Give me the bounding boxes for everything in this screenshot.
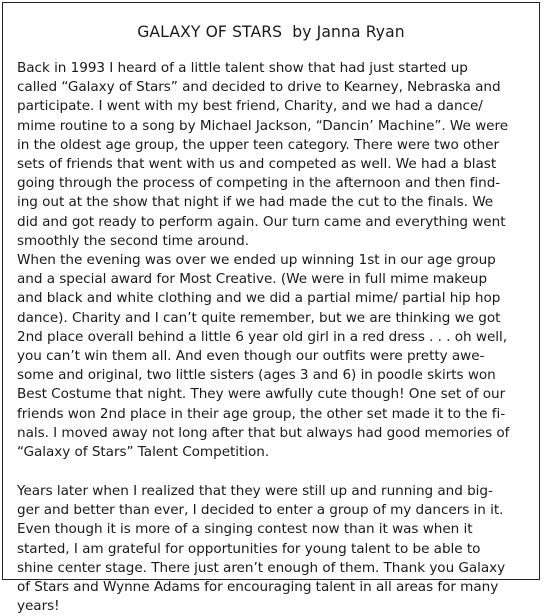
text-line: ger and better than ever, I decided to enter a group of my dancers in it. [17,502,504,519]
text-line: smoothly the second time around. [17,232,250,249]
text-line: in the oldest age group, the upper teen category. There were two other [17,136,499,153]
text-line: Best Costume that night. They were awfully cute though! One set of our [17,386,506,403]
text-line: called “Galaxy of Stars” and decided to drive to Kearney, Nebraska and [17,79,501,96]
text-line: of Stars and Wynne Adams for encouraging talent in all areas for many [17,579,499,596]
text-line: 2nd place overall behind a little 6 year old girl in a red dress . . . oh well, [17,328,507,345]
text-line: friends won 2nd place in their age group, the other set made it to the fi- [17,405,506,422]
text-line: some and original, two little sisters (ages 3 and 6) in poodle skirts won [17,367,496,384]
text-line: Back in 1993 I heard of a little talent show that had just started up [17,60,468,76]
text-line: shine center stage. There just aren’t enough of them. Thank you Galaxy [17,559,506,576]
article-frame [2,2,540,615]
text-line: “Galaxy of Stars” Talent Competition. [17,444,270,461]
article-title: GALAXY OF STARS by Janna Ryan [137,23,405,41]
text-line: going through the process of competing in the afternoon and then find- [17,175,501,192]
text-line: nals. I moved away not long after that but always had good memories of [17,424,510,441]
text-line: and a special award for Most Creative. (We were in full mime makeup [17,271,488,288]
text-line: Even though it is more of a singing contest now than it was when it [17,521,473,538]
text-line: did and got ready to perform again. Our turn came and everything went [17,213,506,230]
paragraph-1 [17,59,533,251]
text-line: When the evening was over we ended up winning 1st in our age group [17,252,496,268]
paragraph-2 [17,251,533,462]
text-line: participate. I went with my best friend, Charity, and we had a dance/ [17,98,483,115]
text-line: years! [17,598,60,615]
text-line: Years later when I realized that they were still up and running and big- [17,483,493,499]
text-line: dance). Charity and I can’t quite remember, but we are thinking we got [17,309,501,326]
text-line: ing out at the show that night if we had made the cut to the finals. We [17,194,494,211]
paragraph-3 [17,482,533,616]
text-line: sets of friends that went with us and competed as well. We had a blast [17,156,497,173]
text-line: you can’t win them all. And even though our outfits were pretty awe- [17,348,485,365]
text-line: and black and white clothing and we did a partial mime/ partial hip hop [17,290,501,307]
text-line: mime routine to a song by Michael Jackson, “Dancin’ Machine”. We were [17,117,509,134]
text-line: started, I am grateful for opportunities for young talent to be able to [17,540,481,557]
